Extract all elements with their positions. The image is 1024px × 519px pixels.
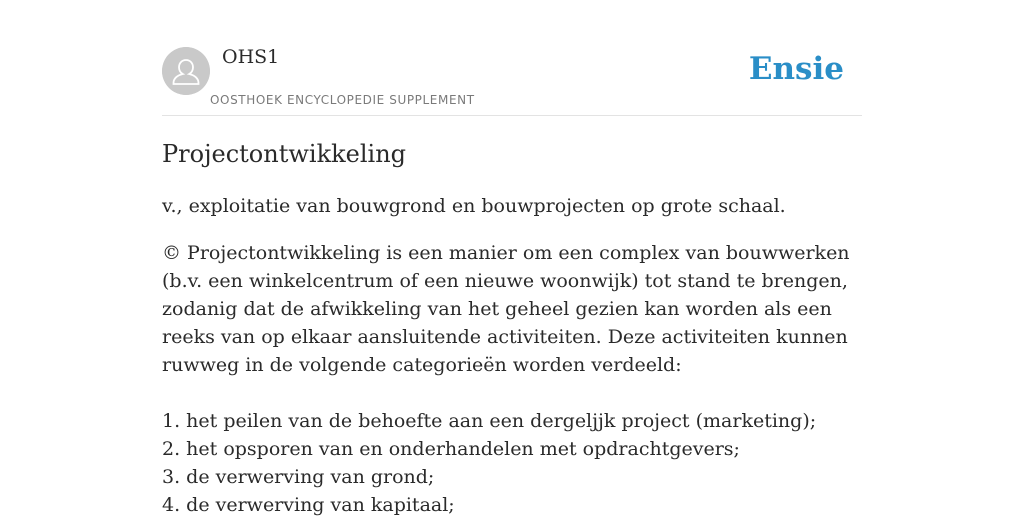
header	[162, 0, 862, 116]
definition-text: v., exploitatie van bouwgrond en bouwprojecten op grote schaal.	[162, 195, 786, 217]
ensie-logo[interactable]: Ensie	[748, 51, 844, 87]
source-name[interactable]: OOSTHOEK ENCYCLOPEDIE SUPPLEMENT	[210, 93, 475, 107]
list-item: 3. de verwerving van grond;	[162, 466, 435, 488]
list-item: 4. de verwerving van kapitaal;	[162, 494, 455, 516]
list-item: 1. het peilen van de behoefte aan een dergeljjk project (marketing);	[162, 410, 817, 432]
list-item: 2. het opsporen van en onderhandelen met opdrachtgevers;	[162, 438, 740, 460]
article-title: Projectontwikkeling	[162, 140, 407, 168]
activity-list	[162, 407, 862, 519]
page	[162, 0, 862, 516]
source-code[interactable]: OHS1	[222, 46, 280, 68]
article-body	[162, 192, 862, 519]
description-paragraph: © Projectontwikkeling is een manier om een complex van bouwwerken (b.v. een winkelcentrum of een nieuwe woonwijk) tot stand te brengen, zodanig dat de afwikkeling van het geheel gezien kan worden als een reeks van op elkaar aansluitende activiteiten. Deze activiteiten kunnen ruwweg in de volgende categorieën worden verdeeld:	[162, 242, 850, 376]
user-icon[interactable]	[162, 47, 210, 95]
